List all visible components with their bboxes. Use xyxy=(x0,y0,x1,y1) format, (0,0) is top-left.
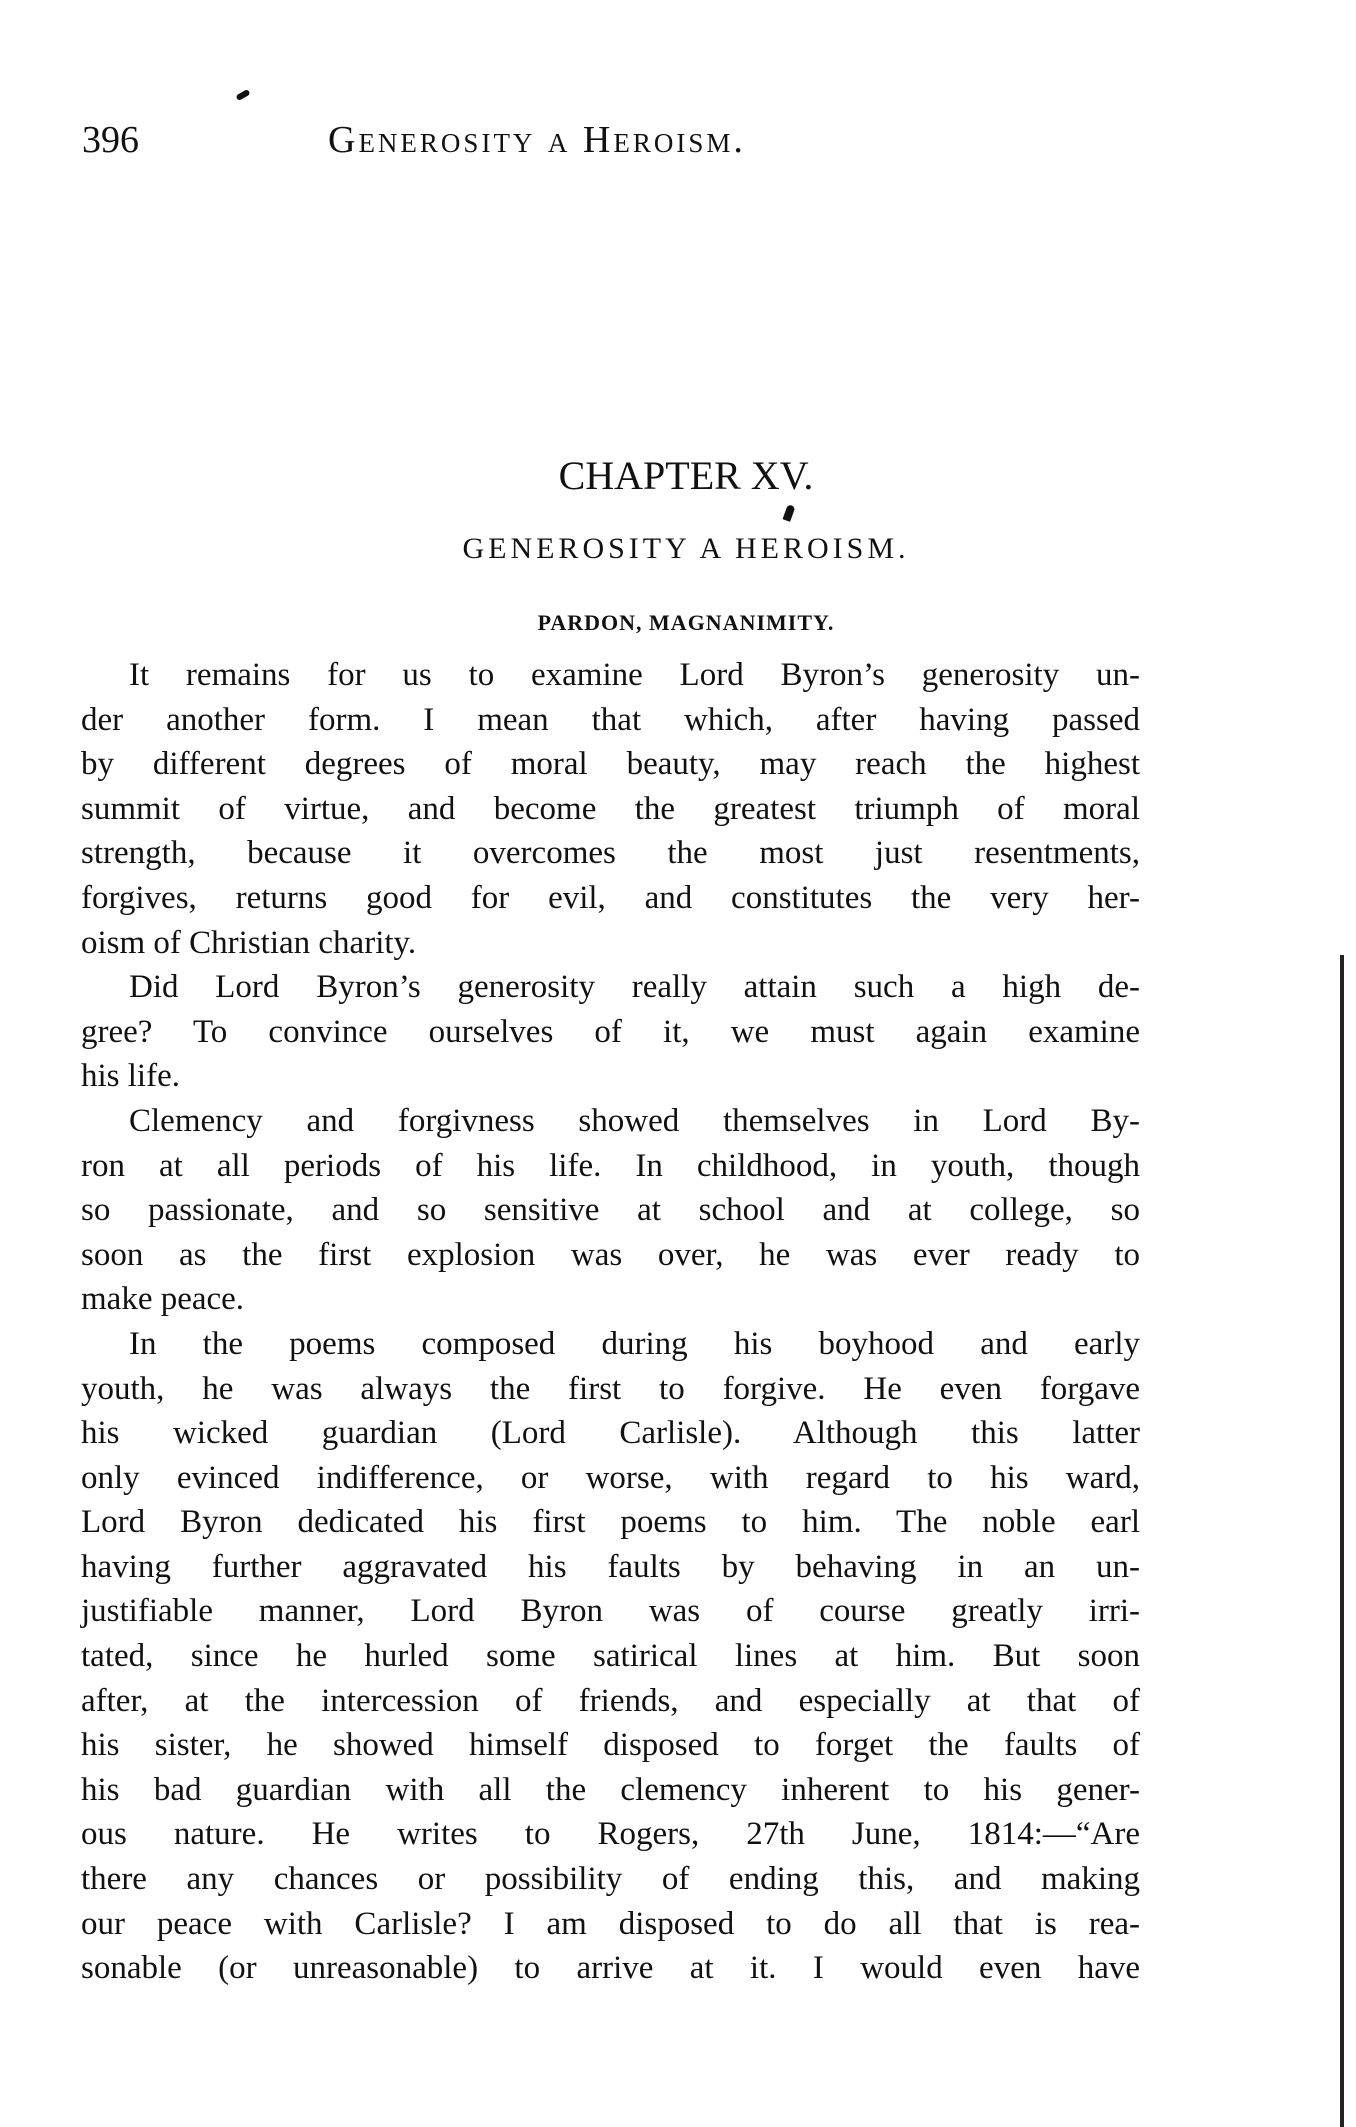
chapter-title: GENEROSITY A HEROISM. xyxy=(462,532,910,565)
paragraph xyxy=(81,965,1140,1099)
text-line: sonable (or unreasonable) to arrive at it. I would even have xyxy=(81,1950,1140,1987)
text-line: oism of Christian charity. xyxy=(81,924,417,961)
paragraph xyxy=(81,1099,1140,1322)
text-line: forgives, returns good for evil, and constitutes the very her- xyxy=(81,879,1140,916)
text-line: ron at all periods of his life. In childhood, in youth, though xyxy=(81,1147,1140,1184)
body-text xyxy=(81,653,1140,1991)
text-line: so passionate, and so sensitive at school and at college, so xyxy=(81,1192,1140,1229)
text-line: his wicked guardian (Lord Carlisle). Although this latter xyxy=(81,1415,1140,1452)
page-number: 396 xyxy=(82,119,139,161)
text-line: there any chances or possibility of ending this, and making xyxy=(81,1861,1140,1898)
text-line: In the poems composed during his boyhood and early xyxy=(129,1325,1140,1362)
text-line: his sister, he showed himself disposed to forget the faults of xyxy=(81,1727,1140,1764)
text-line: by different degrees of moral beauty, may reach the highest xyxy=(81,746,1140,783)
ink-speck xyxy=(235,89,250,101)
ink-speck xyxy=(783,504,796,522)
text-line: his life. xyxy=(81,1058,180,1095)
text-line: Did Lord Byron’s generosity really attain such a high de- xyxy=(129,969,1140,1006)
text-line: summit of virtue, and become the greatest triumph of moral xyxy=(81,790,1140,827)
text-line: It remains for us to examine Lord Byron’s generosity un- xyxy=(129,657,1140,693)
text-line: only evinced indifference, or worse, with regard to his ward, xyxy=(81,1459,1140,1496)
text-line: der another form. I mean that which, after having passed xyxy=(81,701,1140,738)
text-line: tated, since he hurled some satirical lines at him. But soon xyxy=(81,1638,1140,1675)
text-line: Lord Byron dedicated his first poems to him. The noble earl xyxy=(81,1504,1140,1541)
text-line: strength, because it overcomes the most just resentments, xyxy=(81,835,1140,872)
running-head: Generosity a Heroism. xyxy=(328,119,746,161)
text-line: ous nature. He writes to Rogers, 27th June, 1814:—“Are xyxy=(81,1816,1140,1853)
text-line: soon as the first explosion was over, he was ever ready to xyxy=(81,1236,1140,1273)
page-edge-shadow xyxy=(1340,955,1344,2127)
chapter-subtitle: PARDON, MAGNANIMITY. xyxy=(537,610,835,635)
paragraph xyxy=(81,1322,1140,1991)
text-line: gree? To convince ourselves of it, we must again examine xyxy=(81,1013,1140,1050)
chapter-number: CHAPTER XV. xyxy=(558,453,814,498)
text-line: having further aggravated his faults by behaving in an un- xyxy=(81,1548,1140,1585)
text-line: after, at the intercession of friends, and especially at that of xyxy=(81,1682,1140,1719)
text-line: Clemency and forgivness showed themselves in Lord By- xyxy=(129,1102,1140,1139)
paragraph xyxy=(81,653,1140,965)
text-line: justifiable manner, Lord Byron was of course greatly irri- xyxy=(81,1593,1140,1630)
text-line: youth, he was always the first to forgive. He even forgave xyxy=(81,1370,1140,1407)
text-line: make peace. xyxy=(81,1281,245,1318)
text-line: his bad guardian with all the clemency inherent to his gener- xyxy=(81,1771,1140,1808)
text-line: our peace with Carlisle? I am disposed to do all that is rea- xyxy=(81,1905,1140,1942)
